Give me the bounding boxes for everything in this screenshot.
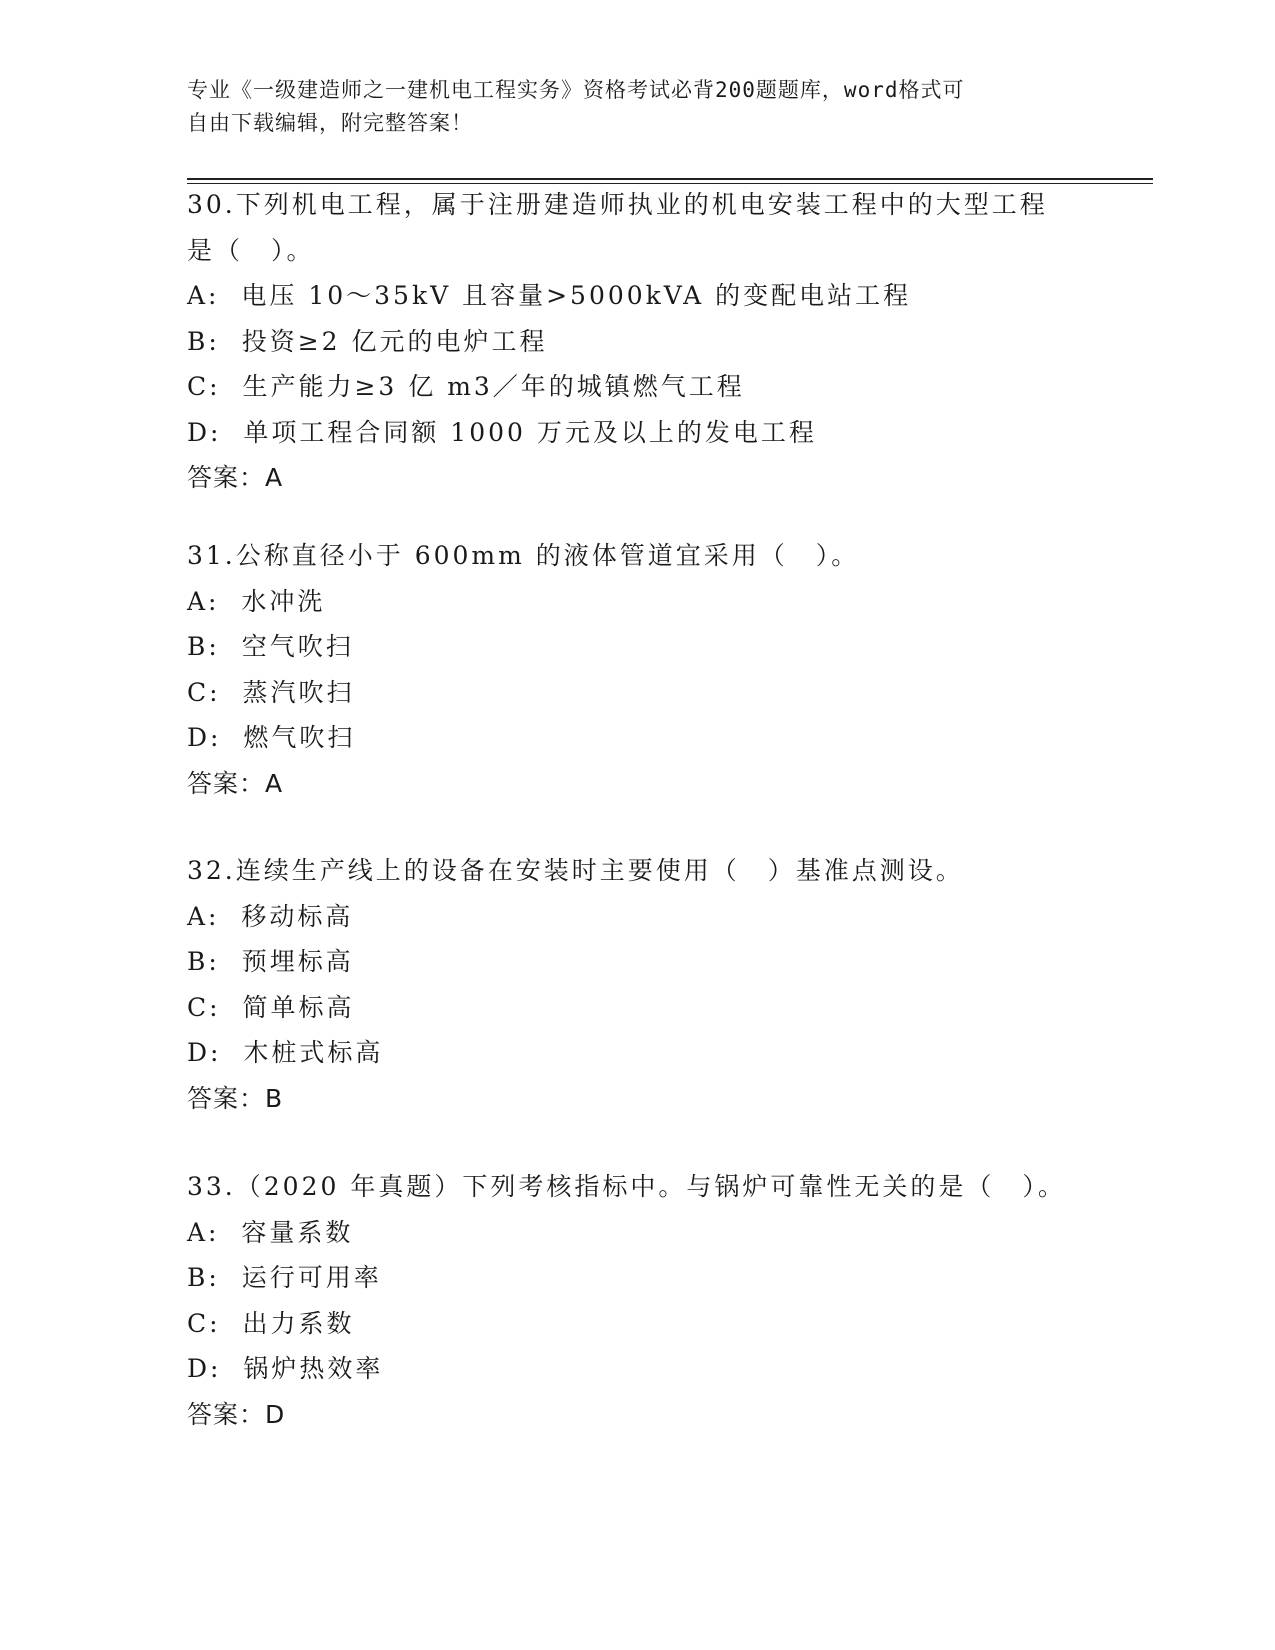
option-d: D: 木桩式标高	[187, 1038, 384, 1067]
option-a: A: 移动标高	[187, 901, 354, 931]
answer: 答案：A	[187, 768, 284, 798]
option-a: A: 水冲洗	[187, 586, 326, 616]
option-b: B: 运行可用率	[187, 1263, 382, 1292]
header-divider-thick	[187, 178, 1153, 180]
option-c: C: 出力系数	[187, 1308, 355, 1338]
question-30	[187, 182, 1087, 501]
option-c: C: 蒸汽吹扫	[187, 677, 355, 707]
answer: 答案：D	[187, 1399, 286, 1429]
question-stem: 33.（2020 年真题）下列考核指标中。与锅炉可靠性无关的是（ ）。	[187, 1172, 1066, 1201]
question-31	[187, 533, 1087, 806]
document-header	[187, 74, 1087, 140]
header-line-1: 专业《一级建造师之一建机电工程实务》资格考试必背200题题库，word格式可	[187, 78, 965, 102]
answer: 答案：A	[187, 463, 284, 492]
option-c: C: 简单标高	[187, 992, 355, 1022]
option-d: D: 单项工程合同额 1000 万元及以上的发电工程	[187, 417, 817, 447]
option-b: B: 投资≥2 亿元的电炉工程	[187, 326, 548, 356]
question-stem: 31.公称直径小于 600mm 的液体管道宜采用（ ）。	[187, 541, 860, 570]
option-a: A: 电压 10～35kV 且容量>5000kVA 的变配电站工程	[187, 281, 912, 310]
option-d: D: 燃气吹扫	[187, 723, 356, 752]
question-32	[187, 848, 1087, 1121]
option-b: B: 空气吹扫	[187, 632, 354, 661]
question-stem: 30.下列机电工程，属于注册建造师执业的机电安装工程中的大型工程	[187, 190, 1048, 219]
option-b: B: 预埋标高	[187, 947, 354, 976]
question-stem-continued: 是（ ）。	[187, 235, 315, 265]
header-line-2: 自由下载编辑，附完整答案！	[187, 111, 473, 135]
question-stem: 32.连续生产线上的设备在安装时主要使用（ ）基准点测设。	[187, 856, 964, 885]
answer: 答案：B	[187, 1083, 284, 1113]
option-d: D: 锅炉热效率	[187, 1354, 384, 1383]
option-c: C: 生产能力≥3 亿 m3／年的城镇燃气工程	[187, 372, 745, 401]
option-a: A: 容量系数	[187, 1217, 354, 1247]
question-33	[187, 1164, 1087, 1437]
